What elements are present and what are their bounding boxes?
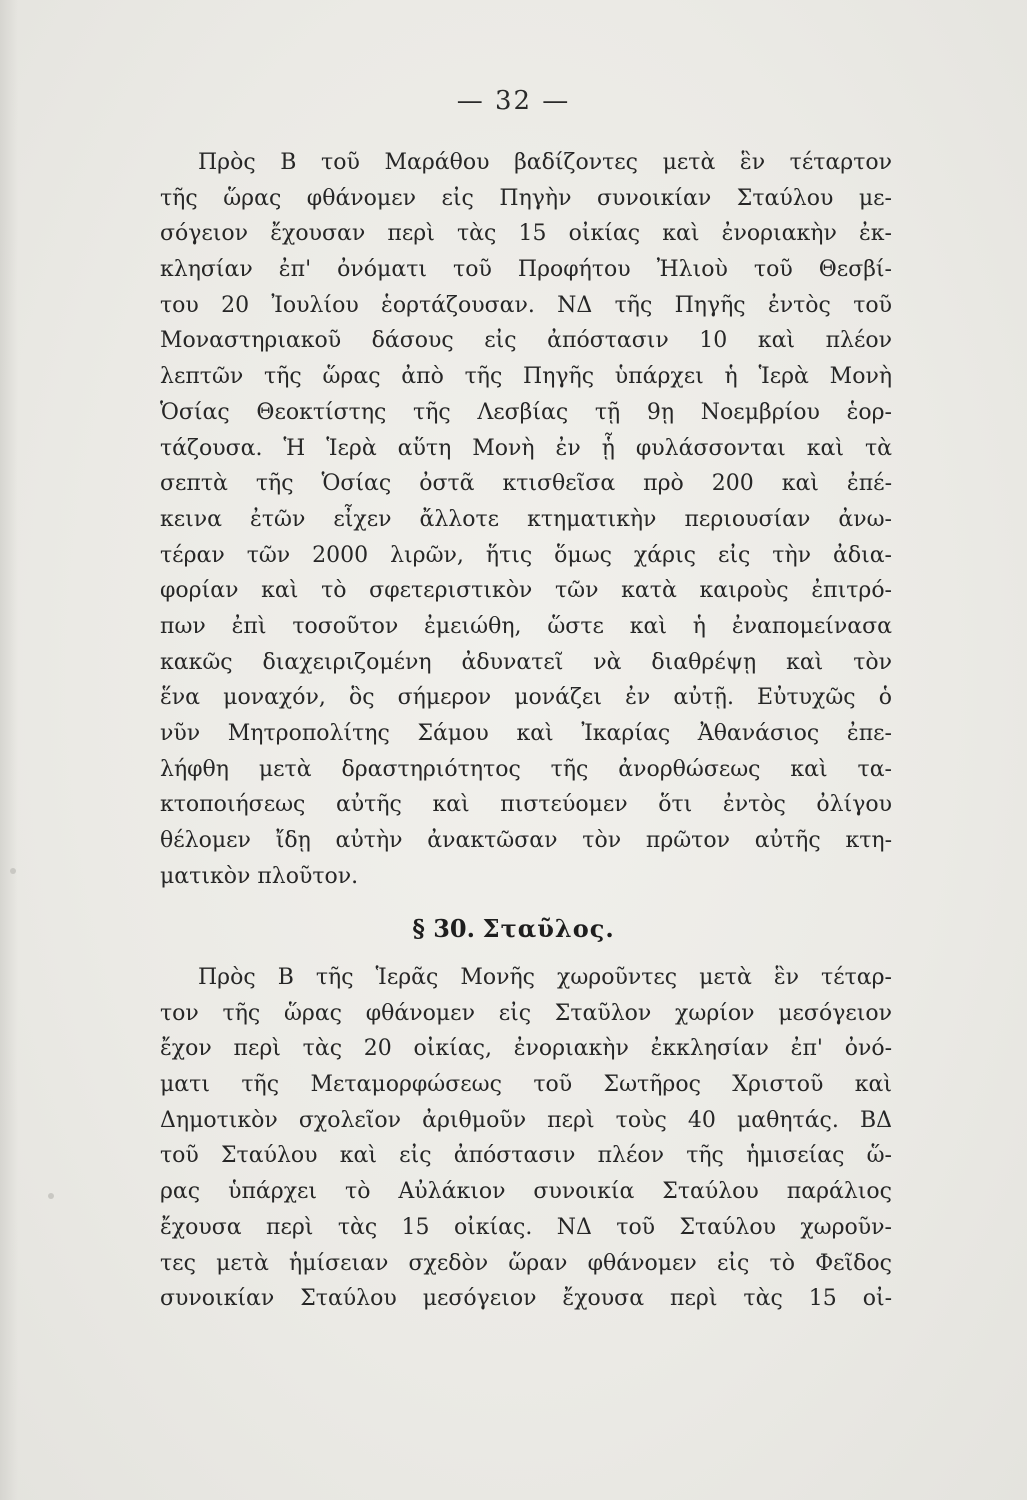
paper-speck [10,868,16,874]
text-line: λεπτῶν τῆς ὥρας ἀπὸ τῆς Πηγῆς ὑπάρχει ἡ Ἱερὰ Μονὴ [160,364,892,390]
text-line: ἕνα μοναχόν, ὃς σήμερον μονάζει ἐν αὐτῇ. Εὐτυχῶς ὁ [160,685,892,711]
text-line: σόγειον ἔχουσαν περὶ τὰς 15 οἰκίας καὶ ἐνοριακὴν ἐκ- [160,221,892,247]
text-line: Πρὸς Β τοῦ Μαράθου βαδίζοντες μετὰ ἓν τέταρτον [198,150,892,175]
page-number: — 32 — [456,86,571,116]
text-line: τέραν τῶν 2000 λιρῶν, ἥτις ὅμως χάρις εἰς τὴν ἀδια- [160,542,892,568]
text-line: τοῦ Σταύλου καὶ εἰς ἀπόστασιν πλέον τῆς ἡμισείας ὥ- [160,1143,892,1169]
text-line: τῆς ὥρας φθάνομεν εἰς Πηγὴν συνοικίαν Σταύλου με- [160,185,892,211]
text-line: ἔχουσα περὶ τὰς 15 οἰκίας. ΝΔ τοῦ Σταύλου χωροῦν- [160,1214,892,1240]
text-line: τάζουσα. Ἡ Ἱερὰ αὕτη Μονὴ ἐν ᾗ φυλάσσονται καὶ τὰ [160,435,892,461]
text-line: συνοικίαν Σταύλου μεσόγειον ἔχουσα περὶ τὰς 15 οἰ- [160,1286,892,1312]
page-spine-shadow [0,0,18,1500]
text-line: τον τῆς ὥρας φθάνομεν εἰς Σταῦλον χωρίον μεσόγειον [160,1000,892,1026]
text-line: θέλομεν ἴδῃ αὐτὴν ἀνακτῶσαν τὸν πρῶτον αὐτῆς κτη- [160,828,892,854]
text-line: Πρὸς Β τῆς Ἱερᾶς Μονῆς χωροῦντες μετὰ ἓν τέταρ- [198,965,892,990]
paper-speck [48,1193,54,1199]
text-line: Μοναστηριακοῦ δάσους εἰς ἀπόστασιν 10 καὶ πλέον [160,328,892,354]
text-line: κτοποιήσεως αὐτῆς καὶ πιστεύομεν ὅτι ἐντὸς ὀλίγου [160,792,892,818]
paragraph-2 [160,960,892,1317]
section-title: Σταῦλος. [482,914,615,943]
text-line: Ὁσίας Θεοκτίστης τῆς Λεσβίας τῇ 9ῃ Νοεμβρίου ἑορ- [160,399,892,425]
text-line: ἔχον περὶ τὰς 20 οἰκίας, ἐνοριακὴν ἐκκλησίαν ἐπ' ὀνό- [160,1036,892,1062]
section-heading [0,914,1027,943]
text-line: κακῶς διαχειριζομένη ἀδυνατεῖ νὰ διαθρέψῃ καὶ τὸν [160,649,892,675]
text-line: νῦν Μητροπολίτης Σάμου καὶ Ἰκαρίας Ἀθανάσιος ἐπε- [160,721,892,746]
section-number: § 30. [412,914,475,943]
text-line: ματικὸν πλοῦτον. [160,863,359,889]
text-line: σεπτὰ τῆς Ὁσίας ὀστᾶ κτισθεῖσα πρὸ 200 καὶ ἐπέ- [160,471,892,497]
text-line: του 20 Ἰουλίου ἑορτάζουσαν. ΝΔ τῆς Πηγῆς ἐντὸς τοῦ [160,292,892,318]
text-line: τες μετὰ ἡμίσειαν σχεδὸν ὥραν φθάνομεν εἰς τὸ Φεῖδος [160,1250,892,1276]
text-line: κεινα ἐτῶν εἶχεν ἄλλοτε κτηματικὴν περιουσίαν ἀνω- [160,506,892,532]
text-line: ματι τῆς Μεταμορφώσεως τοῦ Σωτῆρος Χριστοῦ καὶ [160,1072,892,1098]
paragraph-1 [160,145,892,894]
text-line: πων ἐπὶ τοσοῦτον ἐμειώθη, ὥστε καὶ ἡ ἐναπομείνασα [160,613,892,639]
text-line: φορίαν καὶ τὸ σφετεριστικὸν τῶν κατὰ καιροὺς ἐπιτρό- [160,578,892,604]
text-line: λήφθη μετὰ δραστηριότητος τῆς ἀνορθώσεως καὶ τα- [160,756,892,782]
text-line: ρας ὑπάρχει τὸ Αὐλάκιον συνοικία Σταύλου παράλιος [160,1179,892,1205]
text-line: Δημοτικὸν σχολεῖον ἀριθμοῦν περὶ τοὺς 40 μαθητάς. ΒΔ [160,1107,892,1133]
text-line: κλησίαν ἐπ' ὀνόματι τοῦ Προφήτου Ἠλιοὺ τοῦ Θεσβί- [160,257,892,283]
